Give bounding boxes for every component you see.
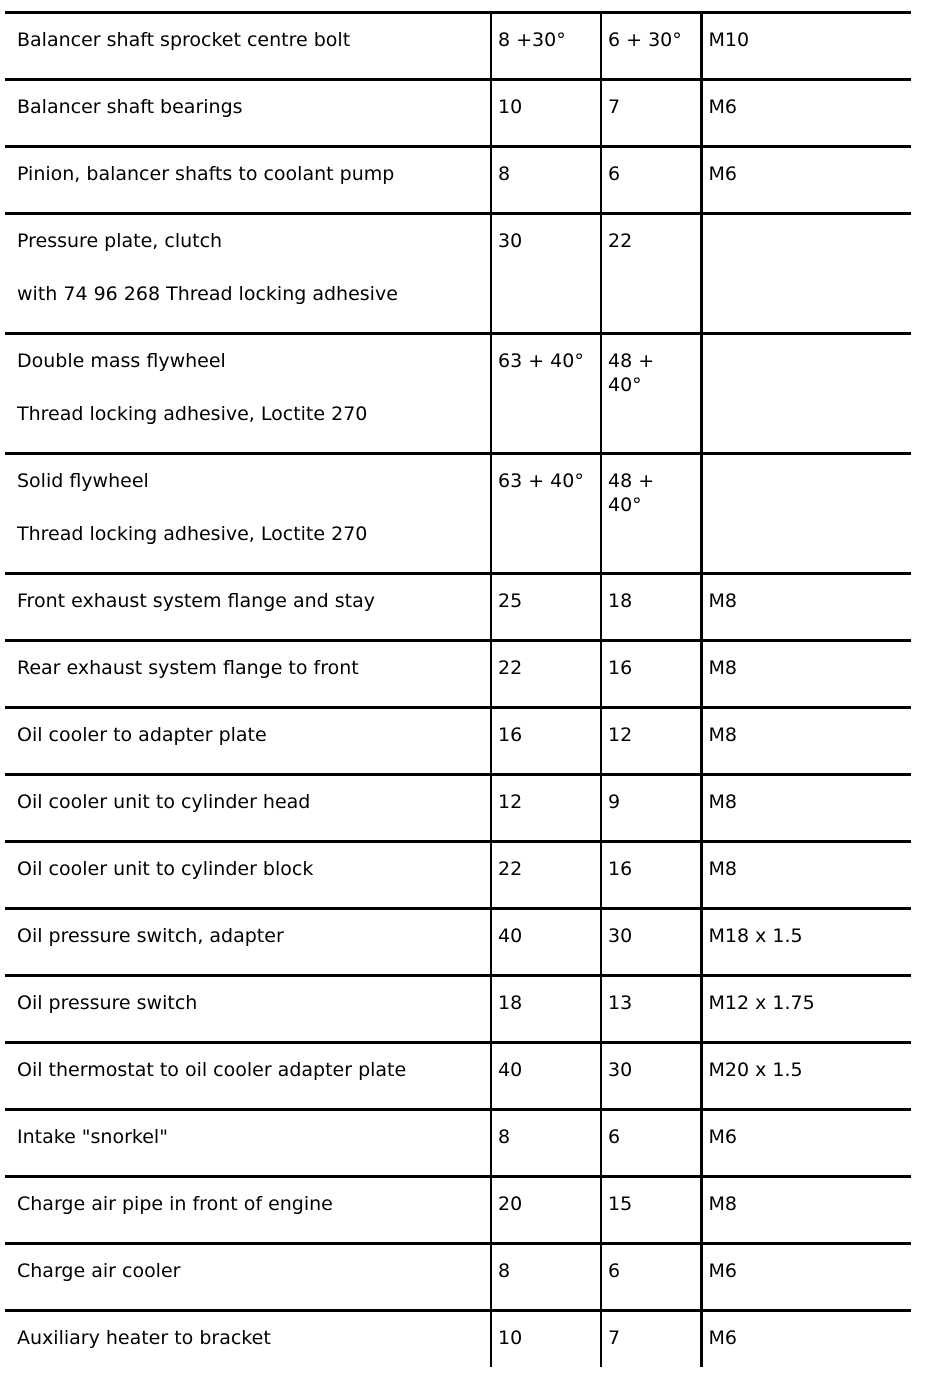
torque-nm-cell: 10 [491,1311,601,1367]
thread-size-cell: M8 [701,842,911,909]
component-description-cell [5,708,491,775]
component-description: Balancer shaft sprocket centre bolt [17,29,351,51]
torque-nm-cell: 25 [491,574,601,641]
thread-size-cell: M8 [701,1177,911,1244]
torque-lbf-cell: 13 [601,976,701,1043]
component-note: Thread locking adhesive, Loctite 270 [17,523,368,545]
table-row [5,708,911,775]
component-description-cell [5,641,491,708]
component-description-cell [5,80,491,147]
component-note: Thread locking adhesive, Loctite 270 [17,403,368,425]
thread-size-cell: M8 [701,574,911,641]
table-row [5,641,911,708]
table-row [5,13,911,80]
torque-nm-cell: 16 [491,708,601,775]
table-row [5,1110,911,1177]
component-description: Solid flywheel [17,470,149,492]
torque-lbf-cell: 16 [601,842,701,909]
component-description: Front exhaust system flange and stay [17,590,376,612]
component-description: Oil cooler unit to cylinder block [17,858,314,880]
torque-nm-cell: 22 [491,641,601,708]
torque-nm-cell: 22 [491,842,601,909]
component-description-cell [5,574,491,641]
component-description: Pinion, balancer shafts to coolant pump [17,163,395,185]
component-description: Oil pressure switch [17,992,198,1014]
torque-lbf-cell: 7 [601,80,701,147]
component-description: Oil thermostat to oil cooler adapter plate [17,1059,407,1081]
torque-lbf-cell: 16 [601,641,701,708]
table-row [5,842,911,909]
torque-nm-cell: 40 [491,1043,601,1110]
component-description-cell [5,909,491,976]
torque-lbf-cell: 12 [601,708,701,775]
thread-size-cell [701,334,911,454]
component-description-cell [5,147,491,214]
thread-size-cell: M20 x 1.5 [701,1043,911,1110]
table-row [5,80,911,147]
component-description-cell [5,1110,491,1177]
torque-lbf-cell: 48 + 40° [601,454,701,574]
table-row [5,454,911,574]
component-description-cell [5,13,491,80]
table-row [5,909,911,976]
component-description-cell [5,214,491,334]
component-description-cell [5,1043,491,1110]
table-row [5,1311,911,1367]
torque-lbf-cell: 7 [601,1311,701,1367]
table-row [5,574,911,641]
table-row [5,775,911,842]
component-description-cell [5,1311,491,1367]
table-row [5,147,911,214]
torque-nm-cell: 8 [491,1244,601,1311]
thread-size-cell: M8 [701,708,911,775]
thread-size-cell: M6 [701,80,911,147]
component-description-cell [5,976,491,1043]
torque-nm-cell: 30 [491,214,601,334]
table-row [5,976,911,1043]
component-description: Oil pressure switch, adapter [17,925,284,947]
torque-lbf-cell: 9 [601,775,701,842]
torque-lbf-cell: 6 + 30° [601,13,701,80]
torque-nm-cell: 8 [491,147,601,214]
component-description: Intake "snorkel" [17,1126,168,1148]
thread-size-cell [701,214,911,334]
component-description-cell [5,1244,491,1311]
component-description: Charge air cooler [17,1260,181,1282]
torque-lbf-cell: 6 [601,147,701,214]
thread-size-cell: M6 [701,1311,911,1367]
component-description: Rear exhaust system flange to front [17,657,359,679]
component-description-cell [5,454,491,574]
torque-lbf-cell: 6 [601,1244,701,1311]
torque-nm-cell: 10 [491,80,601,147]
thread-size-cell: M10 [701,13,911,80]
component-description: Auxiliary heater to bracket [17,1327,271,1349]
thread-size-cell [701,454,911,574]
thread-size-cell: M8 [701,775,911,842]
component-description: Oil cooler unit to cylinder head [17,791,311,813]
torque-nm-cell: 20 [491,1177,601,1244]
component-description: Charge air pipe in front of engine [17,1193,333,1215]
component-note: with 74 96 268 Thread locking adhesive [17,283,398,305]
component-description-cell [5,842,491,909]
torque-nm-cell: 63 + 40° [491,454,601,574]
table-row [5,1043,911,1110]
thread-size-cell: M6 [701,1244,911,1311]
torque-lbf-cell: 30 [601,1043,701,1110]
torque-nm-cell: 8 [491,1110,601,1177]
torque-specification-table [5,11,911,1367]
component-description: Pressure plate, clutch [17,230,223,252]
torque-nm-cell: 40 [491,909,601,976]
torque-lbf-cell: 30 [601,909,701,976]
thread-size-cell: M18 x 1.5 [701,909,911,976]
torque-nm-cell: 12 [491,775,601,842]
component-description-cell [5,1177,491,1244]
thread-size-cell: M8 [701,641,911,708]
table-row [5,1244,911,1311]
torque-lbf-cell: 22 [601,214,701,334]
component-description: Oil cooler to adapter plate [17,724,267,746]
thread-size-cell: M6 [701,1110,911,1177]
component-description-cell [5,775,491,842]
table-row [5,1177,911,1244]
torque-table-body [5,13,911,1367]
component-description-cell [5,334,491,454]
thread-size-cell: M6 [701,147,911,214]
torque-nm-cell: 8 +30° [491,13,601,80]
torque-nm-cell: 18 [491,976,601,1043]
torque-lbf-cell: 6 [601,1110,701,1177]
component-description: Double mass flywheel [17,350,226,372]
torque-lbf-cell: 48 + 40° [601,334,701,454]
table-row [5,214,911,334]
torque-lbf-cell: 15 [601,1177,701,1244]
table-row [5,334,911,454]
thread-size-cell: M12 x 1.75 [701,976,911,1043]
component-description: Balancer shaft bearings [17,96,243,118]
torque-lbf-cell: 18 [601,574,701,641]
torque-nm-cell: 63 + 40° [491,334,601,454]
